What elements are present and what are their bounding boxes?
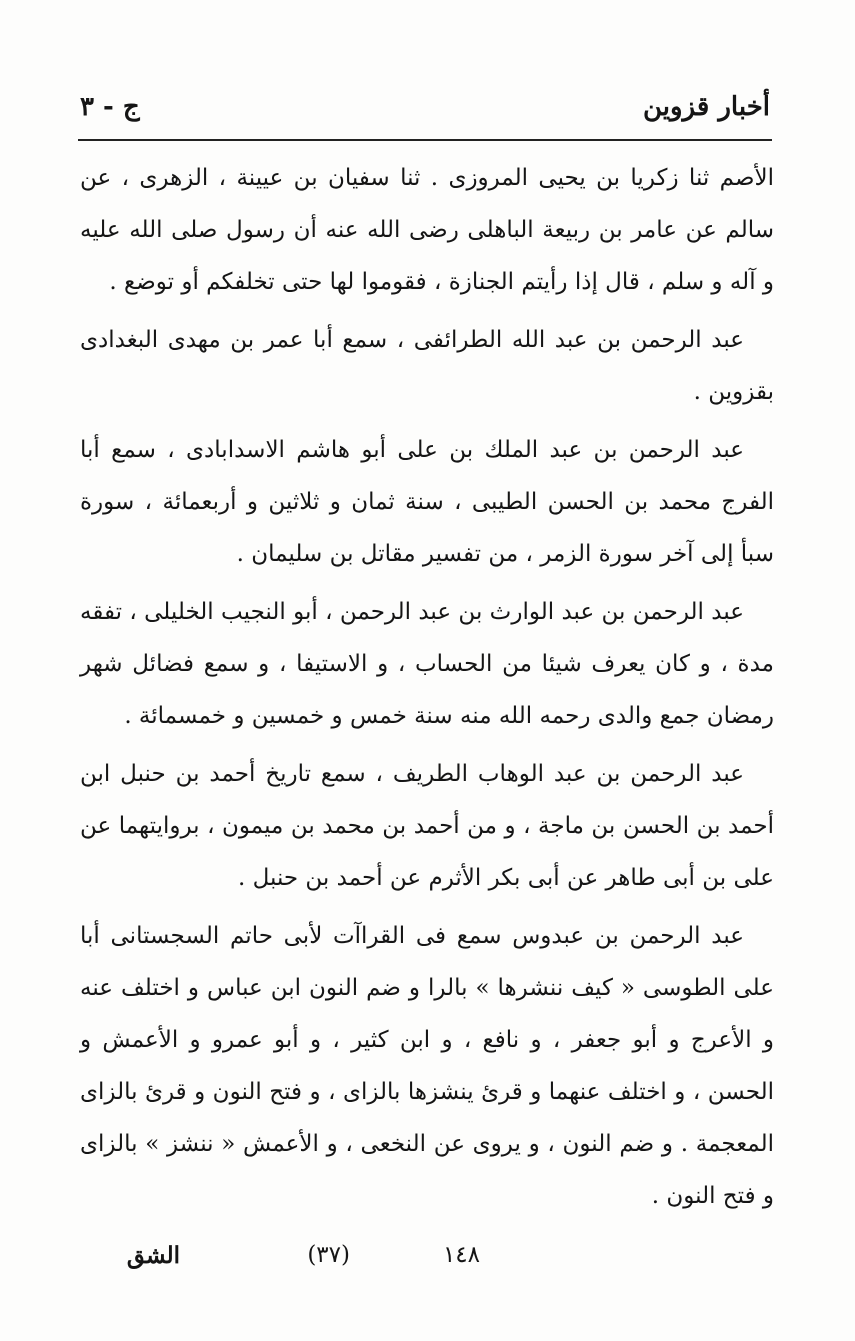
entry-paragraph: عبد الرحمن بن عبد الوارث بن عبد الرحمن ، أبو النجيب الخليلى ، تفقه مدة ، و كان يعرف شيئا من الحساب ، و الاستيفا ، و سمع فضائل شهر رمضان جمع والدى رحمه الله منه سنة خمس و خمسين و خمسمائة . xyxy=(80,599,774,729)
paragraph-continuation: الأصم ثنا زكريا بن يحيى المروزى . ثنا سفيان بن عيينة ، الزهرى ، عن سالم عن عامر بن ربيعة الباهلى رضى الله عنه أن رسول صلى الله عليه و آله و سلم ، قال إذا رأيتم الجنازة ، فقوموا لها حتى تخلفكم أو توضع . xyxy=(80,165,774,295)
signature-mark: (٣٧) xyxy=(307,1242,350,1268)
page-footer xyxy=(120,1242,480,1282)
volume-label: ج - ٣ xyxy=(80,92,140,122)
header-rule xyxy=(78,139,772,141)
entry-paragraph: عبد الرحمن بن عبد الله الطرائفى ، سمع أبا عمر بن مهدى البغدادى بقزوين . xyxy=(80,327,774,405)
main-text xyxy=(80,152,774,1228)
entry-paragraph: عبد الرحمن بن عبد الوهاب الطريف ، سمع تاريخ أحمد بن حنبل ابن أحمد بن الحسن بن ماجة ، و من أحمد بن محمد بن ميمون ، بروايتهما عن على بن أبى طاهر عن أبى بكر الأثرم عن أحمد بن حنبل . xyxy=(80,761,774,891)
entry-paragraph: عبد الرحمن بن عبدوس سمع فى القراآت لأبى حاتم السجستانى أبا على الطوسى « كيف ننشرها » بالرا و ضم النون ابن عباس و اختلف عنه و الأعرج و أبو جعفر ، و نافع ، و ابن كثير ، و أبو عمرو و الأعمش و الحسن ، و اختلف عنهما و قرئ ينشزها بالزاى ، و فتح النون و قرئ بالزاى المعجمة . و ضم النون ، و يروى عن النخعى ، و الأعمش « ننشز » بالزاى و فتح النون . xyxy=(80,923,774,1209)
part-label: الشق xyxy=(126,1242,180,1269)
running-header xyxy=(80,92,770,136)
entry-paragraph: عبد الرحمن بن عبد الملك بن على أبو هاشم الاسدابادى ، سمع أبا الفرج محمد بن الحسن الطيبى ، سنة ثمان و ثلاثين و أربعمائة ، سورة سبأ إلى آخر سورة الزمر ، من تفسير مقاتل بن سليمان . xyxy=(80,437,774,567)
book-title: أخبار قزوين xyxy=(642,92,770,122)
page-number: ١٤٨ xyxy=(442,1242,480,1268)
